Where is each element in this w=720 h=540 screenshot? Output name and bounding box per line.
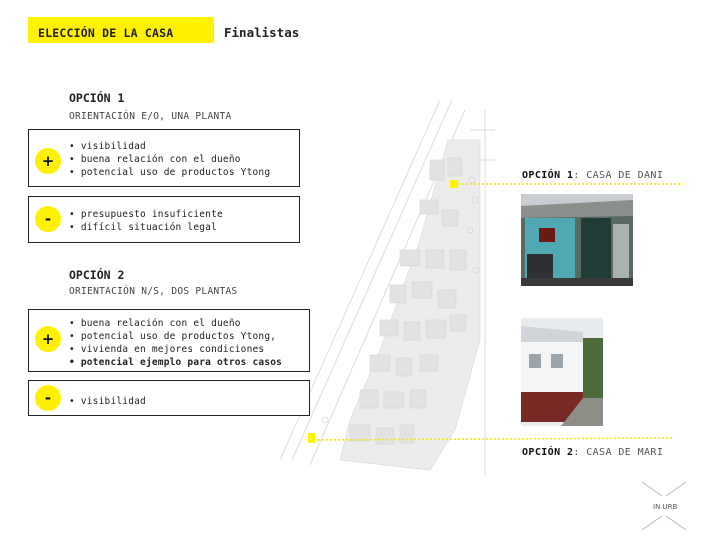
list-item: • potencial uso de productos Ytong (69, 166, 270, 179)
list-item: • buena relación con el dueño (69, 317, 282, 330)
option1-orientation: ORIENTACIÓN E/O, UNA PLANTA (69, 111, 232, 122)
list-item: • potencial uso de productos Ytong, (69, 330, 282, 343)
option2-orientation: ORIENTACIÓN N/S, DOS PLANTAS (69, 286, 238, 297)
option2-pros-box (28, 309, 310, 372)
option2-pros-list (69, 317, 282, 369)
option1-caption (522, 170, 663, 181)
house-photo-dani (521, 194, 633, 286)
house-photo-mari (521, 318, 603, 426)
option2-caption-label: OPCIÓN 2 (522, 447, 574, 458)
option1-cons-list (69, 208, 223, 234)
page-title: ELECCIÓN DE LA CASA (38, 26, 174, 40)
option2-caption (522, 447, 663, 458)
list-item: • buena relación con el dueño (69, 153, 270, 166)
list-item: • visibilidad (69, 395, 146, 408)
plus-icon: + (35, 326, 61, 352)
option2-cons-box (28, 380, 310, 416)
page-subtitle: Finalistas (224, 25, 300, 40)
option2-heading: OPCIÓN 2 (69, 268, 125, 282)
list-item: • difícil situación legal (69, 221, 223, 234)
list-item: • vivienda en mejores condiciones (69, 343, 282, 356)
option1-heading: OPCIÓN 1 (69, 91, 125, 105)
option1-cons-box (28, 196, 300, 243)
list-item: • potencial ejemplo para otros casos (69, 356, 282, 369)
list-item: • presupuesto insuficiente (69, 208, 223, 221)
minus-icon: - (35, 385, 61, 411)
option1-pros-box (28, 129, 300, 187)
list-item: • visibilidad (69, 140, 270, 153)
option2-cons-list (69, 395, 146, 408)
minus-icon: - (35, 206, 61, 232)
option2-caption-name: : CASA DE MARI (573, 447, 664, 458)
option1-caption-name: : CASA DE DANI (573, 170, 664, 181)
option1-caption-label: OPCIÓN 1 (522, 170, 574, 181)
logo-text: IN URB (653, 503, 678, 511)
option1-pros-list (69, 140, 270, 179)
plus-icon: + (35, 148, 61, 174)
